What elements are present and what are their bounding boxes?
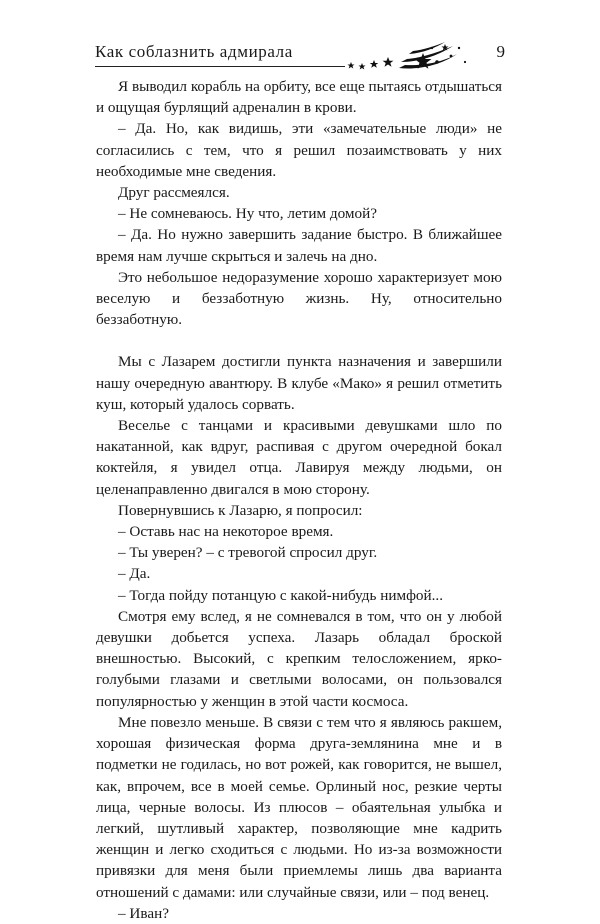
paragraph: – Тогда пойду потанцую с какой-нибудь нимфой... — [118, 586, 444, 604]
paragraph: Мы с Лазарем достигли пункта назначения и завершили нашу очередную авантюру. В клубе «Мако» я решил отметить куш, который удалось сорвать. — [96, 353, 502, 413]
small-star-icon — [370, 60, 379, 68]
paragraph: Смотря ему вслед, я не сомневался в том, что он у любой девушки добьется успеха. Лазарь обладал броской внешностью. Высокий, с крепким телосложением, ярко-голубыми глазами и светлыми волосами, он пользовался популярностью у женщин в этой части космоса. — [96, 607, 502, 710]
paragraph: Повернувшись к Лазарю, я попросил: — [118, 501, 363, 519]
paragraph: – Иван? — [118, 904, 169, 922]
body-text — [96, 76, 502, 924]
paragraph: – Ты уверен? – с тревогой спросил друг. — [118, 544, 378, 562]
paragraph: – Да. — [118, 565, 151, 583]
paragraph: – Не сомневаюсь. Ну что, летим домой? — [118, 205, 377, 223]
small-star-icon — [383, 57, 394, 67]
paragraph: – Оставь нас на некоторое время. — [118, 523, 334, 541]
paragraph: Мне повезло меньше. В связи с тем что я являюсь ракшем, хорошая физическая форма друга-землянина мне и в подметки не годилась, но вот рожей, как говорится, не вышел, как, впрочем, все в моей семье. Орлиный нос, резкие черты лица, черные волосы. Из плюсов – обаятельная улыбка и легкий, шутливый характер, позволяющие мне кадрить женщин и легко сходиться с людьми. Но из-за возможности привязки для меня были приемлемы лишь два варианта отношений с дамами: или случайные связи, или – под венец. — [96, 713, 502, 901]
paragraph: – Да. Но нужно завершить задание быстро. В ближайшее время нам лучше скрыться и залечь на дно. — [96, 226, 502, 265]
paragraph: Я выводил корабль на орбиту, все еще пытаясь отдышаться и ощущая бурлящий адреналин в крови. — [96, 78, 502, 117]
book-title: Как соблазнить адмирала — [95, 42, 293, 61]
paragraph: – Да. Но, как видишь, эти «замечательные люди» не согласились с тем, что я решил позаимствовать у них необходимые мне сведения. — [96, 120, 502, 180]
header-rule — [95, 66, 345, 67]
paragraph: Друг рассмеялся. — [118, 184, 230, 202]
paragraph: Это небольшое недоразумение хорошо характеризует мою веселую и беззаботную жизнь. Ну, относительно беззаботную. — [96, 268, 502, 329]
running-header — [95, 40, 505, 80]
paragraph: Веселье с танцами и красивыми девушками шло по накатанной, как вдруг, распивая с другом очередной бокал коктейля, я увидел отца. Лавируя между людьми, он целенаправленно двигался в мою сторону. — [96, 417, 502, 498]
small-star-icon — [348, 62, 355, 69]
shooting-star-icon — [347, 40, 479, 74]
small-star-icon — [359, 63, 366, 70]
page-number: 9 — [496, 42, 505, 61]
